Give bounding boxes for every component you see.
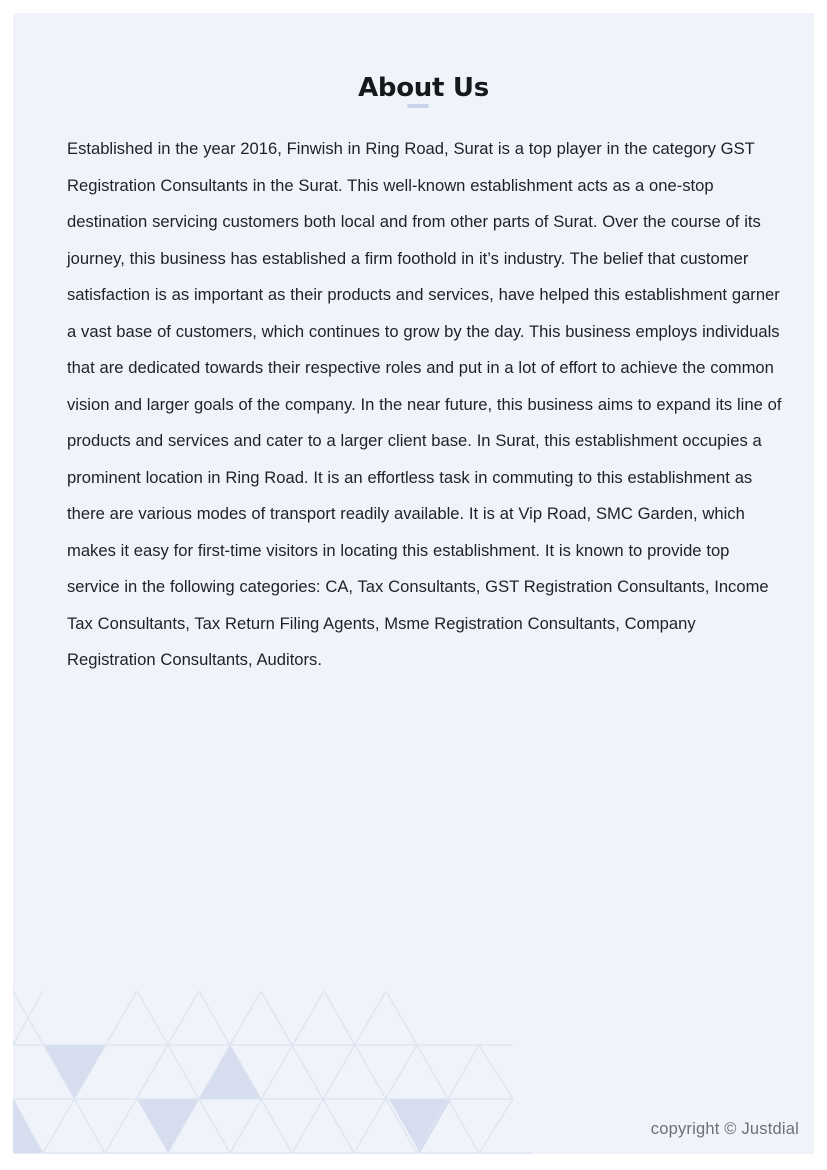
page-title: About Us: [358, 73, 489, 103]
triangle-pattern-decoration: [13, 991, 533, 1154]
title-underline: [407, 104, 429, 108]
copyright-text: copyright © Justdial: [650, 1120, 799, 1138]
document-page: [13, 13, 814, 1154]
about-paragraph: Established in the year 2016, Finwish in Ring Road, Surat is a top player in the category GST Registration Consultants in the Surat. This well-known establishment acts as a one-stop destination servicing customers both local and from other parts of Surat. Over the course of its journey, this business has established a firm foothold in it’s industry. The belief that customer satisfaction is as important as their products and services, have helped this establishment garner a vast base of customers, which continues to grow by the day. This business employs individuals that are dedicated towards their respective roles and put in a lot of effort to achieve the common vision and larger goals of the company. In the near future, this business aims to expand its line of products and services and cater to a larger client base. In Surat, this establishment occupies a prominent location in Ring Road. It is an effortless task in commuting to this establishment as there are various modes of transport readily available. It is at Vip Road, SMC Garden, which makes it easy for first-time visitors in locating this establishment. It is known to provide top service in the following categories: CA, Tax Consultants, GST Registration Consultants, Income Tax Consultants, Tax Return Filing Agents, Msme Registration Consultants, Company Registration Consultants, Auditors.: [67, 139, 782, 669]
